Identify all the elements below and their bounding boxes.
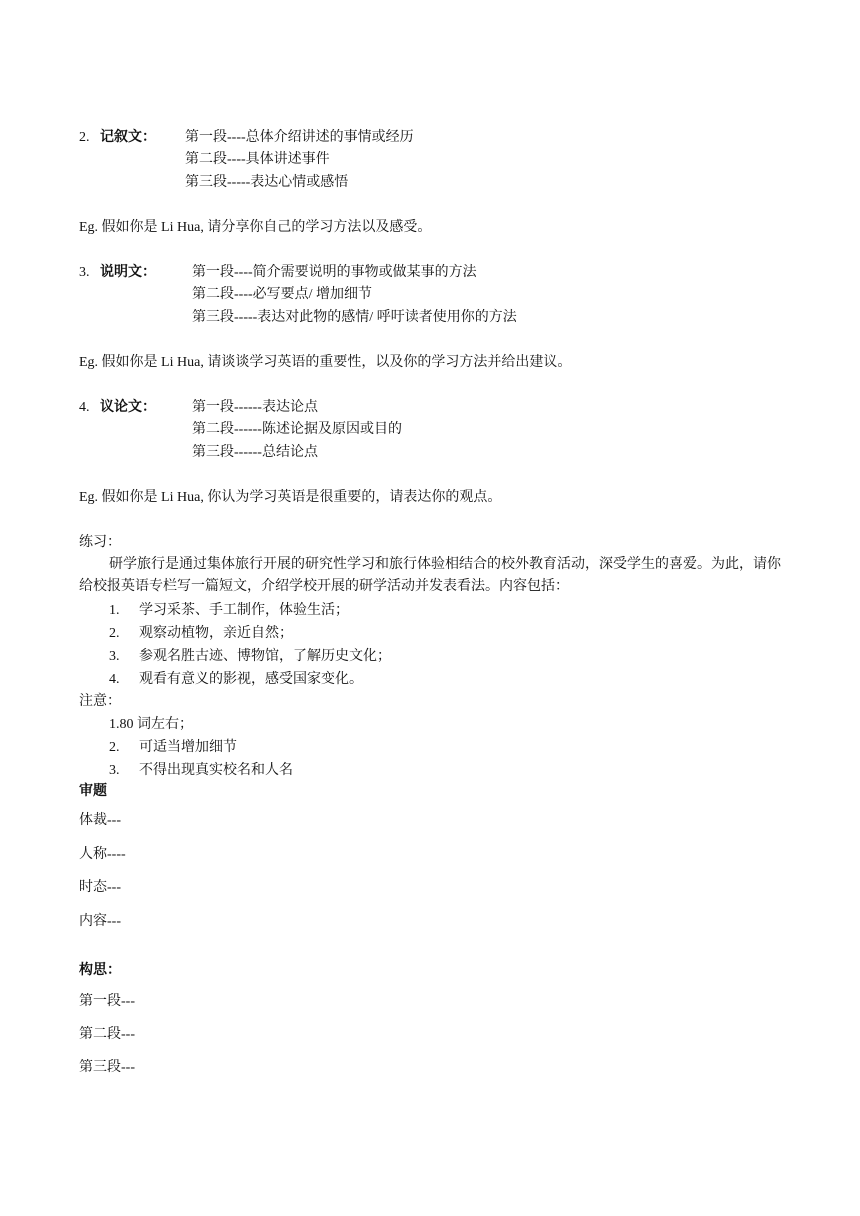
list-item: 参观名胜古迹、博物馆，了解历史文化； (139, 649, 391, 664)
list-item: 观察动植物，亲近自然； (139, 626, 293, 641)
list-item: 观看有意义的影视，感受国家变化。 (139, 672, 363, 687)
section-example: Eg. 假如你是 Li Hua, 请谈谈学习英语的重要性，以及你的学习方法并给出建议。 (79, 355, 572, 370)
section-example: Eg. 假如你是 Li Hua, 请分享你自己的学习方法以及感受。 (79, 220, 432, 235)
section-number: 4. (79, 400, 90, 415)
outline-line: 第一段--- (79, 994, 135, 1009)
section-line: 第一段------表达论点 (192, 400, 318, 415)
note-item: 可适当增加细节 (139, 740, 237, 755)
section-example: Eg. 假如你是 Li Hua, 你认为学习英语是很重要的，请表达你的观点。 (79, 490, 502, 505)
practice-heading: 练习： (79, 535, 121, 550)
section-number: 3. (79, 265, 90, 280)
list-item-number: 4. (109, 672, 120, 687)
review-line: 人称---- (79, 847, 126, 862)
section-label: 记叙文： (100, 130, 156, 145)
section-line: 第三段-----表达心情或感悟 (185, 175, 349, 190)
note-item-number: 2. (109, 740, 120, 755)
practice-paragraph: 研学旅行是通过集体旅行开展的研究性学习和旅行体验相结合的校外教育活动，深受学生的喜爱。为此，请你给校报英语专栏写一篇短文，介绍学校开展的研学活动并发表看法。内容包括： (79, 557, 781, 594)
list-item-number: 2. (109, 626, 120, 641)
section-line: 第三段-----表达对此物的感情/ 呼吁读者使用你的方法 (192, 310, 517, 325)
section-line: 第三段------总结论点 (192, 445, 318, 460)
section-line: 第一段----简介需要说明的事物或做某事的方法 (192, 265, 477, 280)
review-line: 内容--- (79, 914, 121, 929)
note-item: 不得出现真实校名和人名 (139, 763, 293, 778)
list-item-number: 3. (109, 649, 120, 664)
section-line: 第二段----必写要点/ 增加细节 (192, 287, 373, 302)
list-item: 学习采茶、手工制作，体验生活； (139, 603, 349, 618)
note-item: 1.80 词左右； (109, 717, 193, 732)
outline-line: 第三段--- (79, 1060, 135, 1075)
section-label: 说明文： (100, 265, 156, 280)
section-line: 第二段------陈述论据及原因或目的 (192, 422, 402, 437)
outline-heading: 构思： (79, 963, 121, 978)
section-label: 议论文： (100, 400, 156, 415)
outline-line: 第二段--- (79, 1027, 135, 1042)
review-line: 时态--- (79, 880, 121, 895)
section-line: 第一段----总体介绍讲述的事情或经历 (185, 130, 414, 145)
review-line: 体裁--- (79, 813, 121, 828)
notes-heading: 注意： (79, 694, 121, 709)
section-number: 2. (79, 130, 90, 145)
section-line: 第二段----具体讲述事件 (185, 152, 330, 167)
list-item-number: 1. (109, 603, 120, 618)
note-item-number: 3. (109, 763, 120, 778)
review-heading: 审题 (79, 784, 107, 799)
